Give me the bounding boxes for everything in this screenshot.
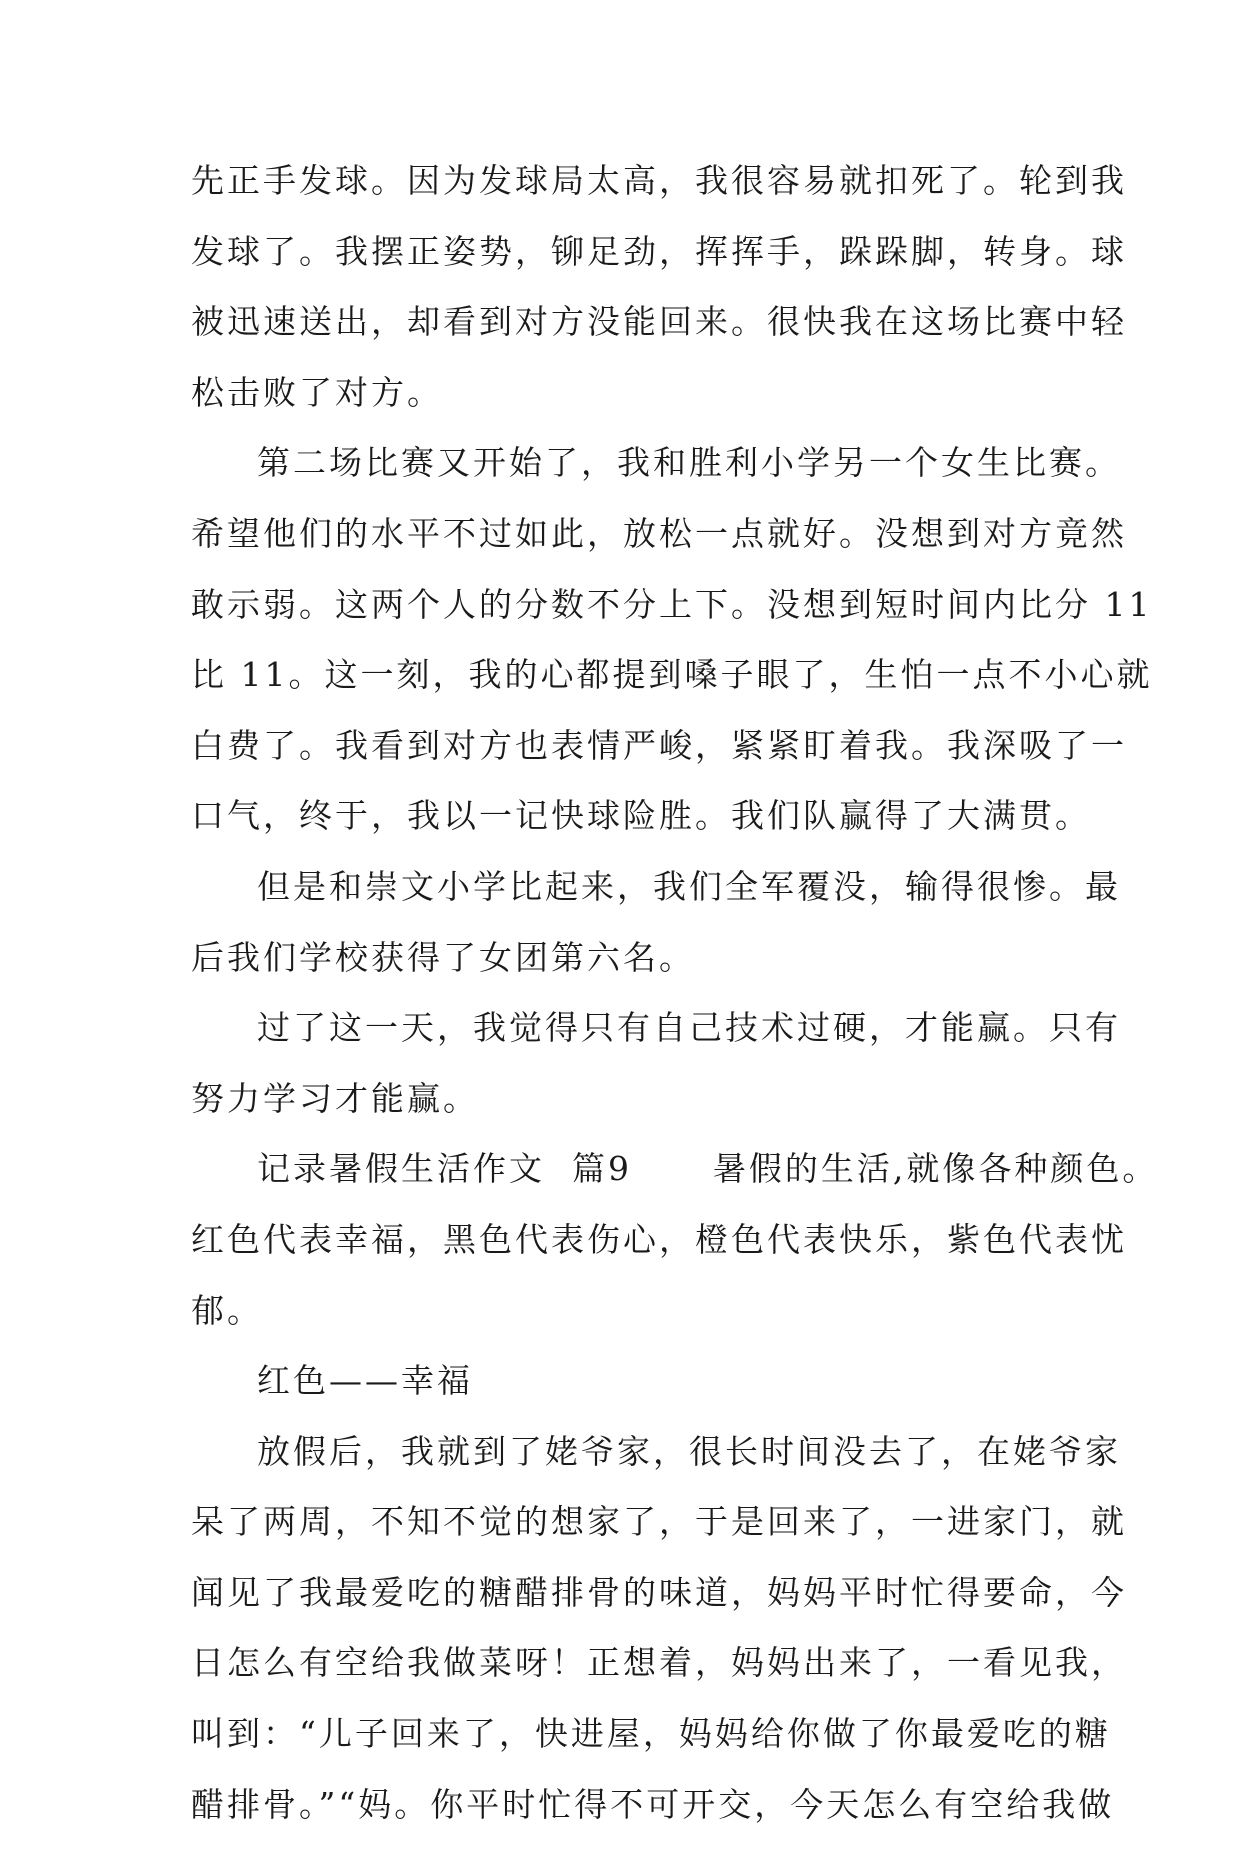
text-line: 敢示弱。这两个人的分数不分上下。没想到短时间内比分 11 bbox=[191, 584, 1153, 624]
text-line: 醋排骨。”“妈。你平时忙得不可开交，今天怎么有空给我做 bbox=[191, 1784, 1115, 1824]
text-line: 被迅速送出，却看到对方没能回来。很快我在这场比赛中轻 bbox=[191, 302, 1127, 342]
text-line: 日怎么有空给我做菜呀！正想着，妈妈出来了，一看见我， bbox=[191, 1643, 1127, 1683]
text-line: 口气，终于，我以一记快球险胜。我们队赢得了大满贯。 bbox=[191, 796, 1091, 836]
text-line: 后我们学校获得了女团第六名。 bbox=[191, 937, 695, 977]
text-line: 先正手发球。因为发球局太高，我很容易就扣死了。轮到我 bbox=[191, 161, 1127, 200]
text-line: 努力学习才能赢。 bbox=[191, 1078, 479, 1118]
text-line: 闻见了我最爱吃的糖醋排骨的味道，妈妈平时忙得要命，今 bbox=[191, 1572, 1127, 1612]
text-line: 发球了。我摆正姿势，铆足劲，挥挥手，跺跺脚，转身。球 bbox=[191, 231, 1127, 271]
paragraph-start-line: 过了这一天，我觉得只有自己技术过硬，才能赢。只有 bbox=[257, 1008, 1121, 1048]
text-line: 希望他们的水平不过如此，放松一点就好。没想到对方竟然 bbox=[191, 513, 1127, 553]
document-body bbox=[191, 158, 1159, 1852]
text-line: 呆了两周，不知不觉的想家了，于是回来了，一进家门，就 bbox=[191, 1502, 1127, 1542]
text-line: 叫到：“儿子回来了，快进屋，妈妈给你做了你最爱吃的糖 bbox=[191, 1714, 1111, 1754]
text-line: 比 11。这一刻，我的心都提到嗓子眼了，生怕一点不小心就 bbox=[191, 655, 1153, 695]
paragraph-start-line: 但是和崇文小学比起来，我们全军覆没，输得很惨。最 bbox=[257, 866, 1121, 906]
text-line: 郁。 bbox=[191, 1290, 263, 1330]
paragraph-start-line: 第二场比赛又开始了，我和胜利小学另一个女生比赛。 bbox=[257, 443, 1121, 483]
text-line: 松击败了对方。 bbox=[191, 372, 443, 412]
section-heading-line: 记录暑假生活作文 篇9 暑假的生活,就像各种颜色。 bbox=[257, 1149, 1159, 1189]
text-line: 红色代表幸福，黑色代表伤心，橙色代表快乐，紫色代表忧 bbox=[191, 1219, 1127, 1259]
subheading-line: 红色——幸福 bbox=[257, 1361, 473, 1401]
text-line: 白费了。我看到对方也表情严峻，紧紧盯着我。我深吸了一 bbox=[191, 725, 1127, 765]
paragraph-start-line: 放假后，我就到了姥爷家，很长时间没去了，在姥爷家 bbox=[257, 1431, 1121, 1471]
